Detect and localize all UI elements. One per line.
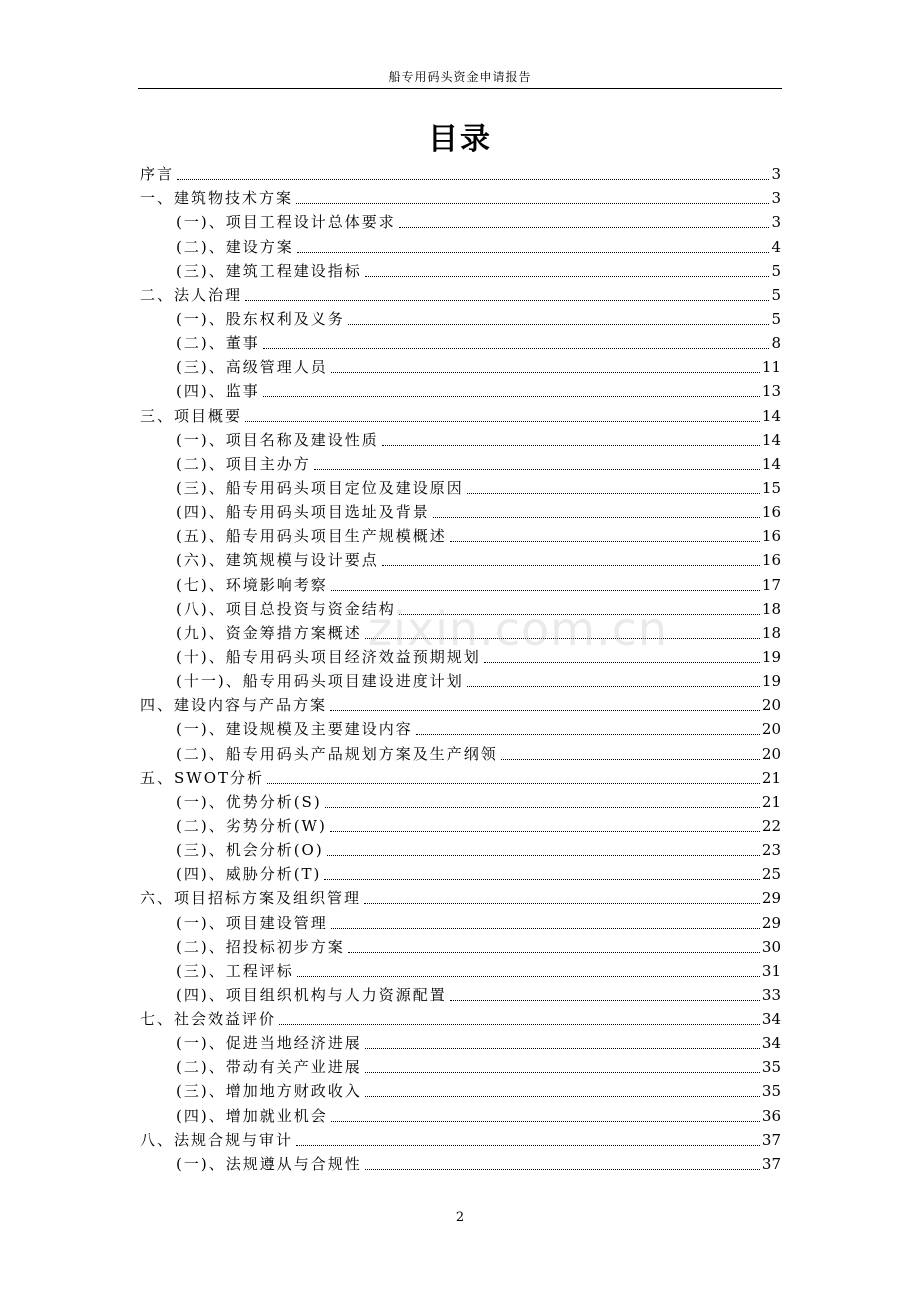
- toc-entry-page: 5: [771, 309, 781, 328]
- toc-entry-page: 13: [761, 382, 781, 401]
- toc-leader-dots: [330, 830, 760, 832]
- toc-leader-dots: [382, 564, 760, 566]
- toc-leader-dots: [297, 975, 760, 977]
- toc-entry-label: (四)、增加就业机会: [176, 1106, 328, 1125]
- toc-entry-page: 20: [761, 744, 781, 763]
- toc-leader-dots: [364, 902, 760, 904]
- toc-entry[interactable]: [140, 546, 781, 570]
- toc-entry-label: (三)、机会分析(O): [176, 841, 324, 860]
- toc-entry-label: 六、项目招标方案及组织管理: [140, 889, 362, 908]
- toc-leader-dots: [467, 685, 760, 687]
- toc-entry[interactable]: [140, 643, 781, 667]
- toc-entry-label: (三)、船专用码头项目定位及建设原因: [176, 478, 464, 497]
- toc-entry-page: 14: [761, 406, 781, 425]
- toc-entry-label: (八)、项目总投资与资金结构: [176, 599, 396, 618]
- toc-entry-page: 20: [761, 720, 781, 739]
- toc-entry-page: 29: [761, 889, 781, 908]
- toc-entry-label: 八、法规合规与审计: [140, 1130, 294, 1149]
- toc-entry-page: 3: [771, 189, 781, 208]
- toc-entry[interactable]: [140, 715, 781, 739]
- toc-leader-dots: [263, 395, 760, 397]
- toc-leader-dots: [399, 226, 770, 228]
- toc-entry[interactable]: [140, 739, 781, 763]
- toc-entry-label: (一)、优势分析(S): [176, 792, 322, 811]
- toc-entry-page: 22: [761, 816, 781, 835]
- toc-entry-label: (六)、建筑规模与设计要点: [176, 551, 379, 570]
- toc-entry[interactable]: [140, 788, 781, 812]
- toc-entry[interactable]: [140, 281, 781, 305]
- toc-entry-label: (一)、项目工程设计总体要求: [176, 213, 396, 232]
- toc-entry-page: 18: [761, 599, 781, 618]
- toc-leader-dots: [314, 468, 760, 470]
- toc-leader-dots: [327, 854, 760, 856]
- toc-entry-label: (十)、船专用码头项目经济效益预期规划: [176, 647, 481, 666]
- toc-entry[interactable]: [140, 1077, 781, 1101]
- toc-entry[interactable]: [140, 908, 781, 932]
- toc-leader-dots: [450, 540, 760, 542]
- toc-leader-dots: [331, 1120, 760, 1122]
- toc-leader-dots: [365, 1168, 760, 1170]
- toc-entry[interactable]: [140, 184, 781, 208]
- toc-entry[interactable]: [140, 305, 781, 329]
- toc-entry-label: 五、SWOT分析: [140, 768, 264, 787]
- toc-entry-page: 18: [761, 623, 781, 642]
- toc-entry[interactable]: [140, 981, 781, 1005]
- toc-leader-dots: [296, 202, 769, 204]
- toc-entry[interactable]: [140, 570, 781, 594]
- toc-entry[interactable]: [140, 353, 781, 377]
- toc-entry-page: 16: [761, 527, 781, 546]
- toc-leader-dots: [365, 1095, 760, 1097]
- toc-entry-label: (一)、建设规模及主要建设内容: [176, 720, 413, 739]
- toc-entry-page: 34: [761, 1034, 781, 1053]
- toc-entry-label: (三)、增加地方财政收入: [176, 1082, 362, 1101]
- toc-entry[interactable]: [140, 1150, 781, 1174]
- toc-entry-page: 23: [761, 841, 781, 860]
- toc-leader-dots: [467, 492, 760, 494]
- toc-entry[interactable]: [140, 474, 781, 498]
- toc-entry[interactable]: [140, 667, 781, 691]
- toc-entry[interactable]: [140, 884, 781, 908]
- toc-entry[interactable]: [140, 450, 781, 474]
- toc-entry-page: 3: [771, 213, 781, 232]
- toc-entry[interactable]: [140, 257, 781, 281]
- toc-entry-label: (四)、威胁分析(T): [176, 865, 322, 884]
- toc-entry-label: (四)、项目组织机构与人力资源配置: [176, 985, 447, 1004]
- toc-leader-dots: [433, 516, 760, 518]
- toc-leader-dots: [331, 927, 760, 929]
- toc-entry-label: (二)、劣势分析(W): [176, 816, 327, 835]
- toc-entry-page: 14: [761, 430, 781, 449]
- toc-entry-page: 31: [761, 961, 781, 980]
- toc-entry-page: 21: [761, 792, 781, 811]
- toc-entry-page: 20: [761, 696, 781, 715]
- toc-entry-label: (十一)、船专用码头项目建设进度计划: [176, 672, 464, 691]
- toc-leader-dots: [279, 1023, 760, 1025]
- toc-entry-page: 15: [761, 478, 781, 497]
- toc-leader-dots: [331, 589, 760, 591]
- toc-entry[interactable]: [140, 160, 781, 184]
- toc-entry[interactable]: [140, 1053, 781, 1077]
- toc-entry-label: 七、社会效益评价: [140, 1010, 277, 1029]
- toc-entry[interactable]: [140, 1029, 781, 1053]
- toc-entry[interactable]: [140, 377, 781, 401]
- toc-entry-page: 16: [761, 503, 781, 522]
- toc-leader-dots: [450, 999, 760, 1001]
- toc-entry[interactable]: [140, 208, 781, 232]
- toc-entry-label: 三、项目概要: [140, 406, 243, 425]
- toc-entry[interactable]: [140, 691, 781, 715]
- toc-entry-label: 序言: [140, 165, 175, 184]
- toc-entry[interactable]: [140, 595, 781, 619]
- toc-entry-label: (三)、建筑工程建设指标: [176, 261, 362, 280]
- toc-entry-label: (七)、环境影响考察: [176, 575, 328, 594]
- toc-leader-dots: [324, 878, 759, 880]
- toc-entry-label: (九)、资金筹措方案概述: [176, 623, 362, 642]
- toc-entry-page: 5: [771, 261, 781, 280]
- toc-entry[interactable]: [140, 1005, 781, 1029]
- toc-entry[interactable]: [140, 933, 781, 957]
- watermark: zixin.com.cn: [368, 602, 669, 656]
- toc-entry-page: 37: [761, 1154, 781, 1173]
- toc-entry-label: 四、建设内容与产品方案: [140, 696, 328, 715]
- toc-entry-page: 37: [761, 1130, 781, 1149]
- toc-entry-label: (一)、股东权利及义务: [176, 309, 345, 328]
- toc-entry-page: 35: [761, 1082, 781, 1101]
- toc-entry-page: 16: [761, 551, 781, 570]
- page-header-title: 船专用码头资金申请报告: [388, 70, 532, 84]
- toc-leader-dots: [267, 782, 760, 784]
- toc-entry-page: 14: [761, 454, 781, 473]
- toc-leader-dots: [245, 420, 760, 422]
- toc-entry-label: (二)、带动有关产业进展: [176, 1058, 362, 1077]
- toc-entry[interactable]: [140, 232, 781, 256]
- toc-leader-dots: [484, 661, 760, 663]
- toc-leader-dots: [263, 347, 770, 349]
- toc-entry-page: 8: [771, 334, 781, 353]
- toc-leader-dots: [245, 299, 769, 301]
- toc-title: 目录: [428, 122, 492, 157]
- toc-entry-label: (三)、高级管理人员: [176, 358, 328, 377]
- toc-entry[interactable]: [140, 401, 781, 425]
- toc-entry[interactable]: [140, 426, 781, 450]
- toc-entry-label: (一)、法规遵从与合规性: [176, 1154, 362, 1173]
- toc-entry-label: (二)、项目主办方: [176, 454, 311, 473]
- toc-leader-dots: [365, 1047, 760, 1049]
- toc-entry-label: (二)、船专用码头产品规划方案及生产纲领: [176, 744, 498, 763]
- toc-entry-page: 21: [761, 768, 781, 787]
- table-of-contents: [140, 160, 781, 1174]
- toc-entry-label: (三)、工程评标: [176, 961, 294, 980]
- toc-leader-dots: [297, 251, 770, 253]
- toc-entry-page: 33: [761, 985, 781, 1004]
- toc-entry-page: 36: [761, 1106, 781, 1125]
- toc-entry-label: (一)、项目名称及建设性质: [176, 430, 379, 449]
- toc-entry-page: 19: [761, 647, 781, 666]
- toc-entry-label: 二、法人治理: [140, 285, 243, 304]
- toc-entry-page: 3: [771, 165, 781, 184]
- toc-entry-label: (四)、船专用码头项目选址及背景: [176, 503, 430, 522]
- toc-entry-page: 25: [761, 865, 781, 884]
- toc-leader-dots: [365, 1071, 760, 1073]
- toc-entry-page: 29: [761, 913, 781, 932]
- toc-leader-dots: [399, 613, 760, 615]
- toc-entry-page: 4: [771, 237, 781, 256]
- toc-entry-label: (二)、招投标初步方案: [176, 937, 345, 956]
- toc-leader-dots: [365, 275, 770, 277]
- toc-entry-label: (一)、促进当地经济进展: [176, 1034, 362, 1053]
- page-number: 2: [455, 1210, 465, 1225]
- toc-entry[interactable]: [140, 1101, 781, 1125]
- toc-leader-dots: [325, 806, 760, 808]
- toc-entry-label: (五)、船专用码头项目生产规模概述: [176, 527, 447, 546]
- toc-entry[interactable]: [140, 957, 781, 981]
- toc-entry-page: 30: [761, 937, 781, 956]
- toc-leader-dots: [330, 709, 760, 711]
- toc-entry[interactable]: [140, 619, 781, 643]
- toc-entry[interactable]: [140, 522, 781, 546]
- toc-entry[interactable]: [140, 329, 781, 353]
- toc-entry-page: 19: [761, 672, 781, 691]
- toc-entry-page: 34: [761, 1010, 781, 1029]
- toc-entry-page: 17: [761, 575, 781, 594]
- toc-entry-page: 35: [761, 1058, 781, 1077]
- toc-entry-label: (二)、董事: [176, 334, 260, 353]
- toc-entry-label: 一、建筑物技术方案: [140, 189, 294, 208]
- toc-entry[interactable]: [140, 860, 781, 884]
- toc-leader-dots: [331, 371, 760, 373]
- toc-entry[interactable]: [140, 1126, 781, 1150]
- header-rule: [138, 88, 782, 89]
- toc-leader-dots: [177, 178, 769, 180]
- toc-entry[interactable]: [140, 812, 781, 836]
- toc-leader-dots: [348, 323, 770, 325]
- toc-entry-label: (二)、建设方案: [176, 237, 294, 256]
- toc-leader-dots: [501, 758, 760, 760]
- toc-leader-dots: [296, 1144, 760, 1146]
- toc-leader-dots: [365, 637, 760, 639]
- toc-leader-dots: [416, 733, 760, 735]
- toc-entry-label: (四)、监事: [176, 382, 260, 401]
- toc-leader-dots: [382, 444, 760, 446]
- toc-leader-dots: [348, 951, 760, 953]
- toc-entry-page: 5: [771, 285, 781, 304]
- toc-entry[interactable]: [140, 836, 781, 860]
- toc-entry-page: 11: [761, 358, 781, 377]
- toc-entry[interactable]: [140, 764, 781, 788]
- toc-entry-label: (一)、项目建设管理: [176, 913, 328, 932]
- toc-entry[interactable]: [140, 498, 781, 522]
